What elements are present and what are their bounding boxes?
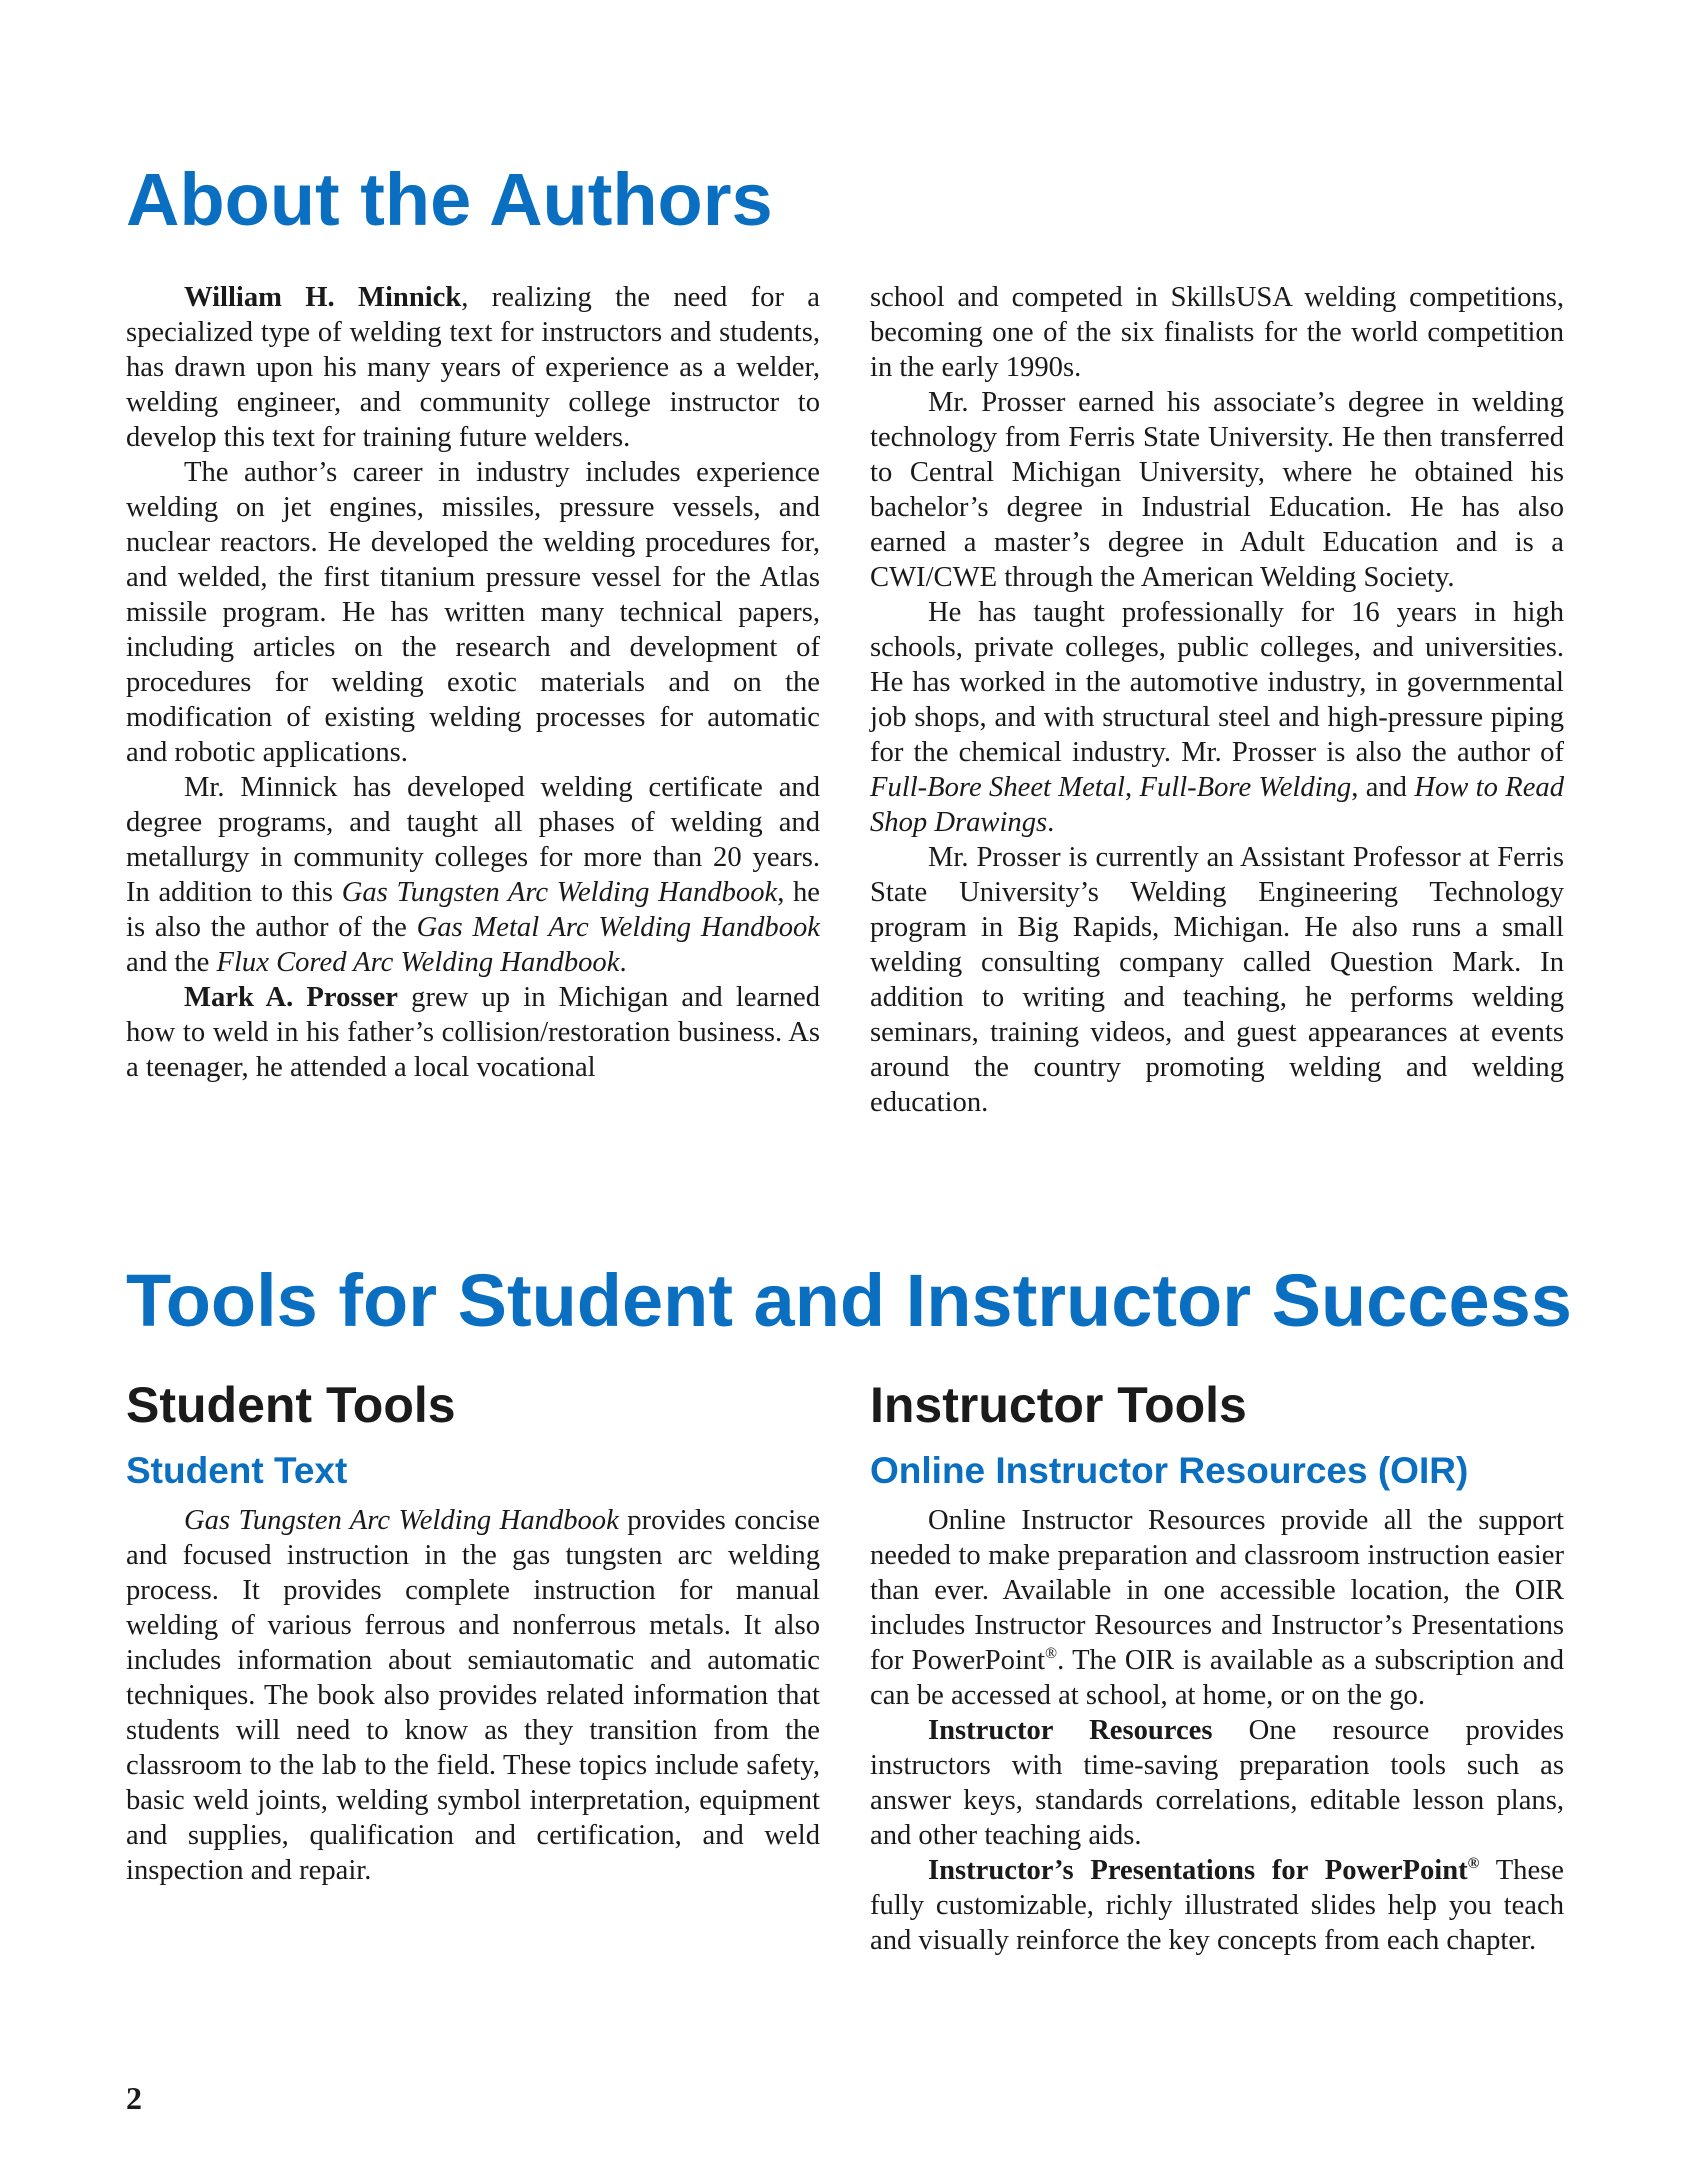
minnick-p1-text: , realizing the need for a specialized type of welding text for instructors and students, has drawn upon his many years of experience as a welder, welding engineer, and community college instructor to develop this text for training future welders. [126,282,820,453]
minnick-p3-text-a: Mr. Minnick has developed welding certificate and degree programs, and taught all phases of welding and metallurgy in community colleges for more than 20 years. In addition to this [126,772,820,908]
minnick-paragraph-1 [126,280,820,455]
student-text-body: provides concise and focused instruction in the gas tungsten arc welding process. It provides complete instruction for manual welding of various ferrous and nonferrous metals. It also includes information about semiautomatic and automatic techniques. The book also provides related information that students will need to know as they transition from the classroom to the lab to the field. These topics include safety, basic weld joints, welding symbol interpretation, equipment and supplies, qualification and certification, and weld inspection and repair. [126,1505,821,1886]
about-right-column [870,280,1564,1120]
student-tools-column [126,1503,820,1888]
page-number: 2 [126,2080,142,2116]
prosser-p3-text-b: , [1125,772,1140,803]
book-title-sheet-metal: Full-Bore Sheet Metal [870,772,1125,803]
prosser-p1-text: grew up in Michigan and learned how to weld in his father’s collision/restoration business. As a teenager, he attended a local vocational [126,982,820,1083]
prosser-paragraph-2: Mr. Prosser earned his associate’s degree in welding technology from Ferris State University. He then transferred to Central Michigan University, where he obtained his bachelor’s degree in Industrial Education. He has also earned a master’s degree in Adult Education and is a CWI/CWE through the American Welding Society. [870,387,1564,593]
instructor-presentations-text: These fully customizable, richly illustrated slides help you teach and visually reinforce the key concepts from each chapter. [870,1855,1564,1956]
student-text-paragraph [126,1503,820,1888]
minnick-p3-text-c: and the [126,947,217,978]
prosser-p3-text-a: He has taught professionally for 16 years in high schools, private colleges, public colleges, and universities. He has worked in the automotive industry, in governmental job shops, and with structural steel and high-pressure piping for the chemical industry. Mr. Prosser is also the author of [870,597,1564,768]
prosser-name: Mark A. Prosser [184,982,399,1013]
registered-mark: ® [1045,1645,1058,1662]
minnick-name: William H. Minnick [184,282,462,313]
book-title-gmaw: Gas Metal Arc Welding Handbook [416,912,820,943]
book-title-gtaw: Gas Tungsten Arc Welding Handbook [341,877,778,908]
prosser-paragraph-4: Mr. Prosser is currently an Assistant Professor at Ferris State University’s Welding Engineering Technology program in Big Rapids, Michigan. He also runs a small welding consulting company called Question Mark. In addition to writing and teaching, he performs welding seminars, training videos, and guest appearances at events around the country promoting welding and welding education. [870,842,1564,1118]
minnick-p3-text-d: . [619,947,627,978]
instructor-resources-label: Instructor Resources [928,1715,1213,1746]
student-tools-heading: Student Tools [126,1377,456,1433]
minnick-paragraph-2: The author’s career in industry includes experience welding on jet engines, missiles, pressure vessels, and nuclear reactors. He developed the welding procedures for, and welded, the first titanium pressure vessel for the Atlas missile program. He has written many technical papers, including articles on the research and development of procedures for welding exotic materials and on the modification of existing welding processes for automatic and robotic applications. [126,457,820,768]
tools-heading: Tools for Student and Instructor Success [126,1259,1572,1342]
student-text-subheading: Student Text [126,1450,348,1491]
instructor-tools-column [870,1503,1564,1958]
instructor-presentations-label [928,1855,1479,1886]
oir-paragraph [870,1503,1564,1713]
registered-mark-2: ® [1467,1855,1480,1872]
instructor-resources-paragraph [870,1713,1564,1853]
prosser-paragraph-3 [870,595,1564,840]
minnick-p3-text-b: , he is also the author of the [126,877,820,943]
about-left-column [126,280,820,1085]
oir-text-a: Online Instructor Resources provide all the support needed to make preparation and classroom instruction easier than ever. Available in one accessible location, the OIR includes Instructor Resources and Instructor’s Presentations for PowerPoint [870,1505,1564,1676]
instructor-tools-heading: Instructor Tools [870,1377,1247,1433]
book-title-fcaw: Flux Cored Arc Welding Handbook [216,947,620,978]
presentations-label-text: Instructor’s Presentations for PowerPoint [928,1855,1468,1886]
book-title-shop-drawings: How to Read Shop Drawings [870,772,1565,838]
instructor-presentations-paragraph [870,1853,1564,1958]
oir-subheading: Online Instructor Resources (OIR) [870,1450,1469,1491]
student-book-title: Gas Tungsten Arc Welding Handbook [184,1505,619,1536]
instructor-resources-text: One resource provides instructors with time-saving preparation tools such as answer keys, standards correlations, editable lesson plans, and other teaching aids. [870,1715,1564,1851]
prosser-paragraph-1-continued: school and competed in SkillsUSA welding competitions, becoming one of the six finalists for the world competition in the early 1990s. [870,282,1564,383]
prosser-p3-text-c: , and [1351,772,1415,803]
about-authors-heading: About the Authors [126,158,773,241]
minnick-paragraph-3 [126,770,820,980]
prosser-paragraph-1 [126,980,820,1085]
oir-text-b: . The OIR is available as a subscription and can be accessed at school, at home, or on the go. [870,1645,1564,1711]
book-title-full-bore-welding: Full-Bore Welding [1139,772,1352,803]
prosser-p3-text-d: . [1047,807,1055,838]
